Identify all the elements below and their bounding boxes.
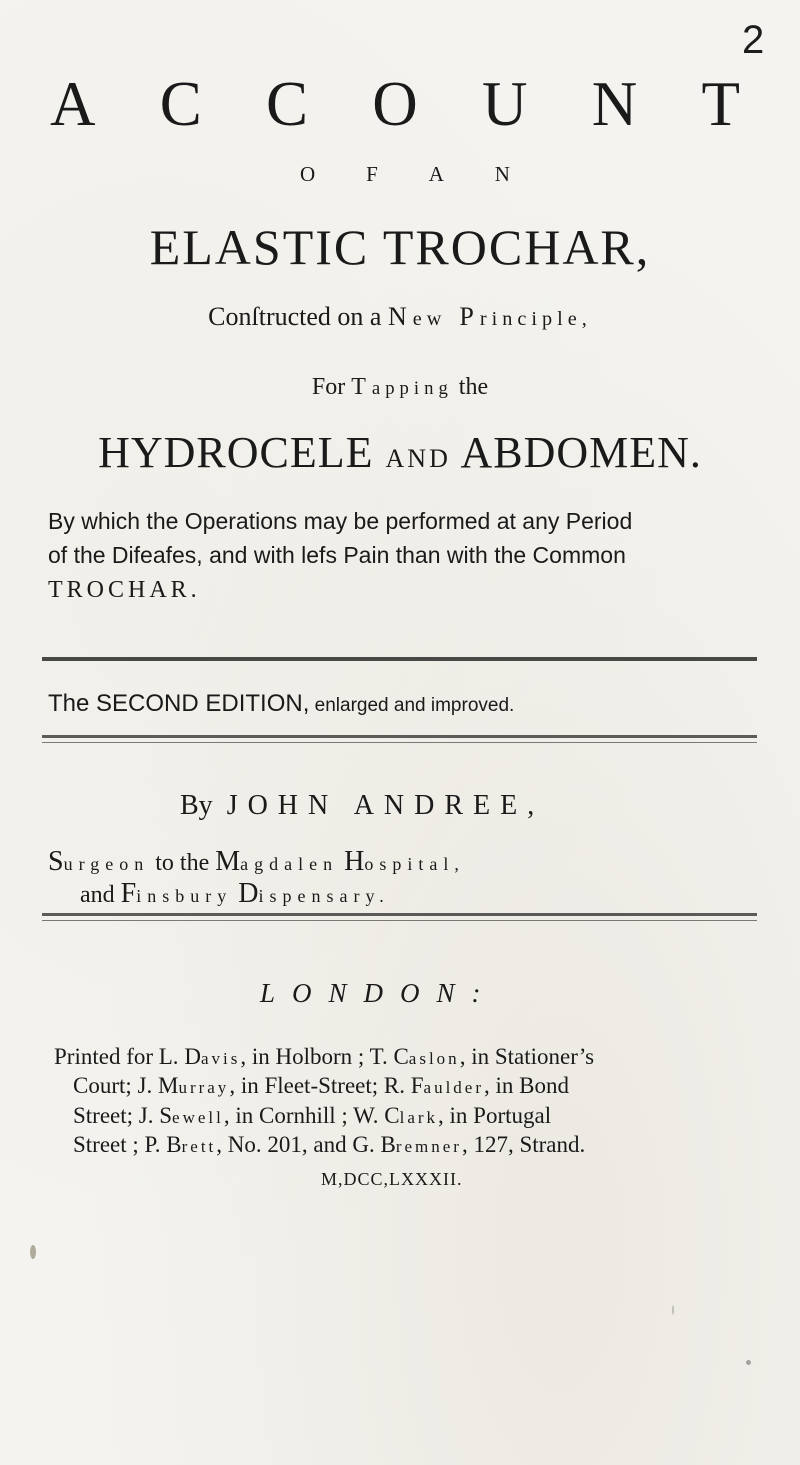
imprint-text: aslon: [408, 1049, 460, 1068]
imprint-text: C: [384, 1103, 400, 1128]
subtitle-text: P: [459, 302, 480, 331]
author-line: [180, 790, 544, 822]
imprint-text: , 127, Strand.: [461, 1132, 586, 1157]
imprint-text: B: [166, 1132, 182, 1157]
title-letter: U: [482, 69, 528, 139]
paper-speck: [672, 1305, 674, 1315]
author-text: insbury: [136, 886, 233, 906]
author-text: ospital,: [364, 854, 465, 874]
title-letter: N: [494, 162, 510, 186]
page-number: 2: [742, 18, 765, 62]
title-letter: O: [372, 69, 418, 139]
title-letter: N: [591, 69, 638, 139]
title-letter: A: [50, 69, 96, 139]
divider-rule: [42, 920, 757, 921]
imprint-text: Street ; P.: [73, 1132, 167, 1157]
description-line: of the Difeafes, and with lefs Pain than with the Common: [48, 542, 626, 568]
imprint-text: , in Holborn ; T.: [240, 1044, 394, 1069]
subtitle-text: ew: [412, 308, 447, 330]
title-account: [50, 68, 740, 141]
paper-speck: [30, 1245, 36, 1259]
author-text: to the: [149, 850, 216, 876]
imprint-text: C: [393, 1044, 409, 1069]
author-affiliation: [80, 878, 390, 910]
imprint-text: Street; J.: [73, 1103, 160, 1128]
subtitle-text: T: [351, 374, 372, 400]
imprint-date: M,DCC,LXXXII.: [321, 1169, 463, 1189]
subtitle-text: apping: [371, 378, 453, 399]
author-text: D: [238, 878, 259, 909]
imprint-text: D: [184, 1044, 201, 1069]
author-text: agdalen: [240, 854, 339, 874]
subtitle-constructed: [0, 302, 800, 332]
edition-text: enlarged and improved.: [309, 695, 515, 716]
imprint-text: F: [410, 1073, 424, 1098]
author-text: S: [48, 846, 64, 877]
imprint-text: M: [157, 1073, 179, 1098]
imprint-text: B: [380, 1132, 396, 1157]
imprint-text: avis: [200, 1049, 241, 1068]
paper-speck: [746, 1360, 751, 1365]
edition-text: The: [48, 690, 97, 717]
subtitle-text: N: [387, 302, 413, 331]
imprint-text: , in Stationer’s: [459, 1044, 595, 1069]
title-letter: T: [701, 69, 740, 139]
imprint-text: , in Portugal: [438, 1103, 552, 1128]
author-text: urgeon: [63, 854, 150, 874]
title-letter: O: [300, 162, 316, 186]
imprint-text: , No. 201, and G.: [216, 1132, 381, 1157]
imprint-text: ewell: [172, 1108, 224, 1127]
title-of-an: [300, 162, 510, 187]
imprint-text: , in Cornhill ; W.: [223, 1103, 385, 1128]
title-letter: A: [428, 162, 444, 186]
subtitle-text: ABDOMEN.: [460, 428, 702, 477]
imprint-text: aulder: [423, 1078, 485, 1097]
divider-rule: [42, 735, 757, 738]
edition-line: [48, 690, 514, 718]
imprint-text: S: [159, 1103, 173, 1128]
author-text: and: [80, 882, 121, 908]
description-line: By which the Operations may be performed at any Period: [48, 508, 633, 534]
imprint-text: remner: [395, 1137, 462, 1156]
edition-text: SECOND EDITION,: [96, 690, 310, 717]
author-affiliation: [48, 846, 465, 878]
subtitle-text: AND: [385, 444, 451, 473]
imprint-text: lark: [399, 1108, 439, 1127]
subtitle-text: HYDROCELE: [98, 428, 374, 477]
divider-rule: [42, 742, 757, 743]
imprint-city: LONDON:: [260, 978, 498, 1008]
description-line: TROCHAR.: [48, 577, 201, 603]
divider-rule: [42, 913, 757, 916]
imprint-text: Printed for L.: [54, 1044, 185, 1069]
subtitle-hydrocele-abdomen: [0, 427, 800, 478]
title-main: ELASTIC TROCHAR,: [149, 219, 651, 275]
imprint-text: urray: [178, 1078, 230, 1097]
imprint-text: rett: [181, 1137, 217, 1156]
author-text: H: [344, 846, 365, 877]
imprint-text: Court; J.: [73, 1073, 158, 1098]
author-text: M: [215, 846, 241, 877]
title-letter: C: [266, 69, 309, 139]
imprint-line: [54, 1044, 594, 1070]
imprint-text: , in Fleet-Street; R.: [229, 1073, 411, 1098]
imprint-line: [73, 1103, 551, 1129]
author-text: By: [180, 790, 213, 821]
subtitle-text: For: [311, 374, 352, 400]
subtitle-text: rinciple,: [479, 308, 592, 330]
imprint-line: [73, 1073, 569, 1099]
title-letter: C: [159, 69, 202, 139]
subtitle-for-tapping: [0, 374, 800, 401]
divider-rule: [42, 657, 757, 661]
imprint-text: , in Bond: [484, 1073, 569, 1098]
subtitle-text: Conſtructed on a: [208, 302, 388, 331]
subtitle-text: the: [452, 374, 489, 400]
imprint-line: [73, 1132, 585, 1158]
author-text: ispensary.: [258, 886, 390, 906]
title-letter: F: [366, 162, 378, 186]
author-text: F: [120, 878, 137, 909]
author-name: JOHN ANDREE,: [226, 790, 545, 821]
